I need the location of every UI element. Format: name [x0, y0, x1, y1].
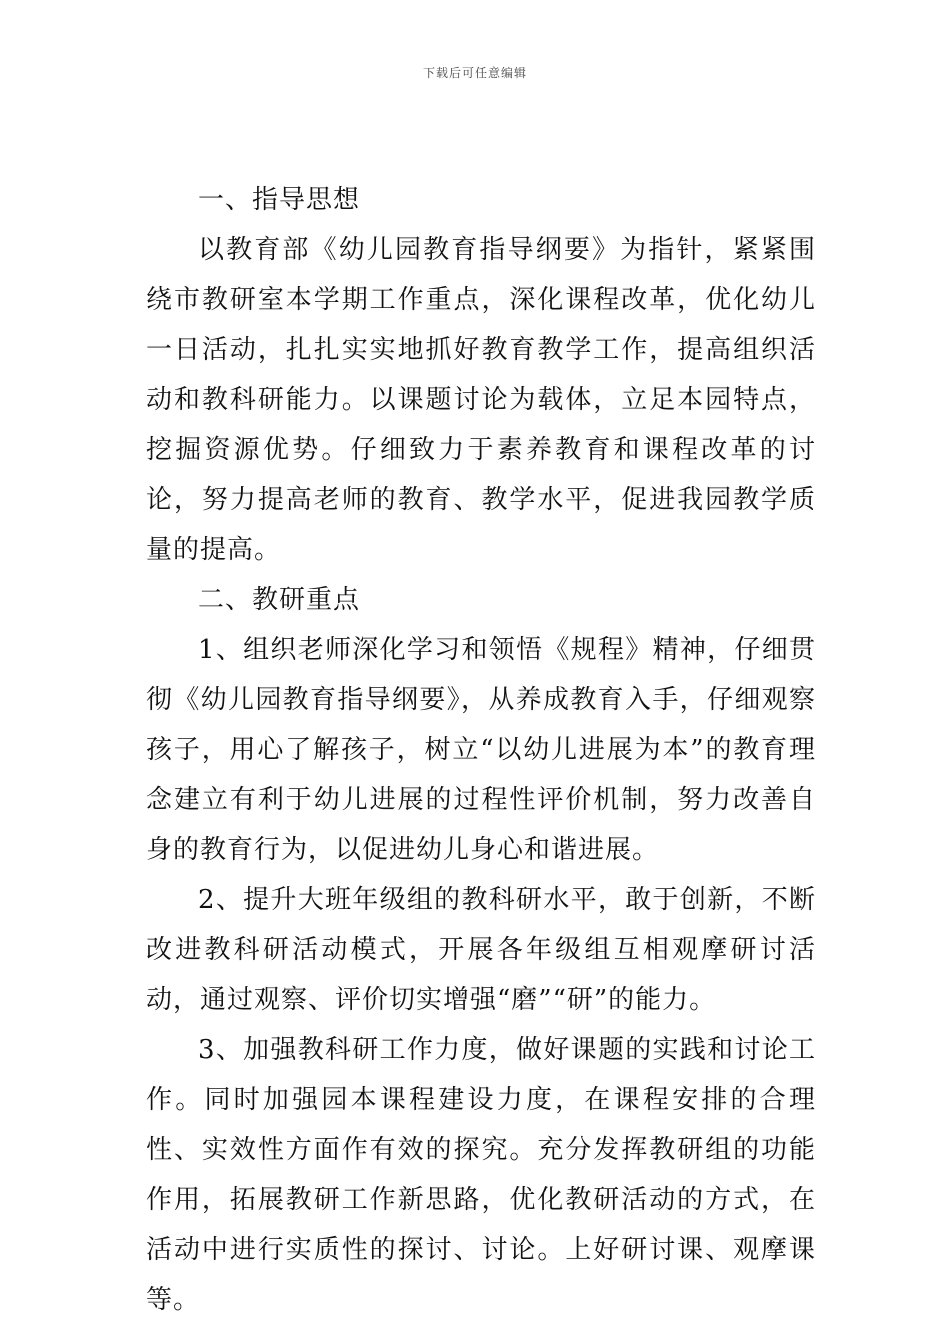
page-header: 下载后可任意编辑: [422, 66, 527, 80]
paragraph: 以教育部《幼儿园教育指导纲要》为指针，紧紧围绕市教研室本学期工作重点，深化课程改革，优化幼儿一日活动，扎扎实实地抓好教育教学工作，提高组织活动和教科研能力。以课题讨论为载体，立足本园特点，挖掘资源优势。仔细致力于素养教育和课程改革的讨论，努力提高老师的教育、教学水平，促进我园教学质量的提高。: [146, 235, 816, 565]
paragraph: 2、提升大班年级组的教科研水平，敢于创新，不断改进教科研活动模式，开展各年级组互相观摩研讨活动，通过观察、评价切实增强“磨”“研”的能力。: [146, 885, 816, 1015]
paragraph: 1、组织老师深化学习和领悟《规程》精神，仔细贯彻《幼儿园教育指导纲要》，从养成教育入手，仔细观察孩子，用心了解孩子，树立“以幼儿进展为本”的教育理念建立有利于幼儿进展的过程性评价机制，努力改善自身的教育行为，以促进幼儿身心和谐进展。: [146, 635, 816, 865]
section-heading-research-focus: 二、教研重点: [198, 585, 361, 615]
paragraph: 3、加强教科研工作力度，做好课题的实践和讨论工作。同时加强园本课程建设力度，在课程安排的合理性、实效性方面作有效的探究。充分发挥教研组的功能作用，拓展教研工作新思路，优化教研活动的方式，在活动中进行实质性的探讨、讨论。上好研讨课、观摩课等。: [146, 1035, 816, 1315]
section-heading-guiding-ideology: 一、指导思想: [198, 185, 361, 215]
document-body: [146, 175, 816, 1325]
